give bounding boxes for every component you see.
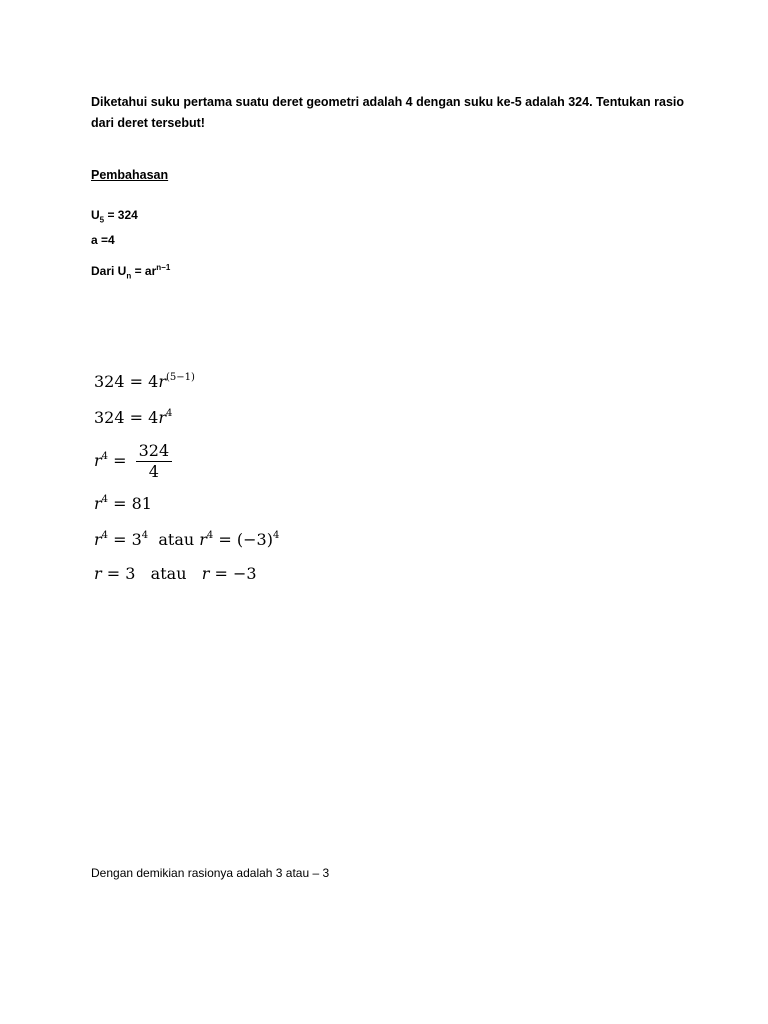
step6-mid1: = 3: [101, 564, 136, 583]
step2-var: r: [158, 408, 166, 427]
step1-op: = 4: [124, 372, 159, 391]
formula-prefix: Dari U: [91, 264, 127, 278]
step3-exp: 4: [101, 451, 109, 462]
step6-word: atau: [135, 564, 202, 583]
formula-exponent: n−1: [156, 263, 171, 272]
step4-rest: = 81: [108, 494, 152, 513]
step2-op: = 4: [124, 408, 159, 427]
step5-var1: r: [94, 530, 102, 549]
step3-fraction: [136, 441, 173, 482]
formula-subscript: n: [126, 271, 132, 281]
step1-exp: (5−1): [165, 372, 195, 383]
step1-var: r: [158, 372, 166, 391]
given-a: a =4: [91, 233, 115, 248]
step5-var2: r: [199, 530, 207, 549]
problem-statement: Diketahui suku pertama suatu deret geometri adalah 4 dengan suku ke-5 adalah 324. Tentukan rasio dari deret tersebut!: [91, 95, 685, 130]
u5-label: U: [91, 208, 100, 222]
step2-lhs: 324: [94, 408, 125, 427]
math-step-1: [94, 372, 195, 391]
u5-value: = 324: [104, 208, 138, 222]
step1-lhs: 324: [94, 372, 125, 391]
given-values: [91, 205, 138, 251]
step6-mid2: = −3: [209, 564, 257, 583]
formula-line: [91, 263, 170, 280]
step6-var2: r: [201, 564, 210, 583]
math-step-5: [94, 530, 279, 549]
math-step-4: [94, 494, 152, 513]
step2-exp: 4: [165, 408, 173, 419]
formula-middle: = ar: [131, 264, 157, 278]
solution-heading: Pembahasan: [91, 168, 169, 182]
step5-exp1: 4: [101, 530, 109, 541]
step5-exp2: 4: [141, 530, 149, 541]
step5-exp4: 4: [272, 530, 280, 541]
step4-exp: 4: [101, 494, 109, 505]
step3-var: r: [94, 451, 102, 470]
math-step-2: [94, 408, 172, 427]
math-step-6: [94, 564, 257, 583]
u5-subscript: 5: [99, 215, 105, 225]
given-u5: [91, 205, 138, 230]
step5-word: atau: [148, 530, 200, 549]
conclusion-text: Dengan demikian rasionya adalah 3 atau – 3: [91, 866, 330, 880]
step5-mid1: = 3: [108, 530, 142, 549]
step4-var: r: [94, 494, 102, 513]
step5-exp3: 4: [206, 530, 214, 541]
math-step-3: [94, 441, 172, 482]
step5-mid2: = (−3): [213, 530, 273, 549]
fraction-numerator: 324: [136, 441, 173, 462]
step6-var1: r: [94, 564, 102, 583]
step3-op: =: [108, 451, 132, 470]
fraction-denominator: 4: [148, 462, 159, 481]
